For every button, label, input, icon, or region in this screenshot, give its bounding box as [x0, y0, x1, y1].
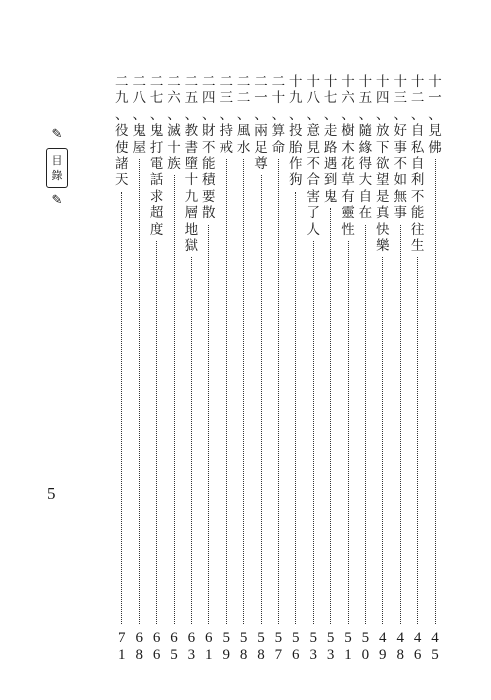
toc-entry-page: 5 3	[309, 630, 317, 663]
toc-entry-page: 5 3	[326, 630, 335, 663]
toc-entry[interactable]	[391, 74, 409, 664]
toc-dot-leader	[121, 192, 122, 624]
toc-dot-leader	[226, 159, 227, 624]
toc-entry[interactable]	[356, 74, 374, 664]
toc-entry-title: 十 四 、 放 下 欲 望 是 真 快 樂	[376, 74, 390, 254]
toc-entry[interactable]	[269, 74, 287, 664]
toc-entry-page: 5 8	[239, 630, 248, 663]
toc-entry-page: 4 5	[431, 630, 439, 663]
toc-entry[interactable]	[426, 74, 444, 664]
toc-dot-leader	[208, 225, 209, 624]
toc-entry[interactable]	[200, 74, 218, 664]
toc-dot-leader	[295, 192, 296, 624]
toc-dot-leader	[191, 257, 192, 624]
toc-entry-title: 十 八 、 意 見 不 合 害 了 人	[306, 74, 320, 238]
toc-entry-page: 6 5	[170, 630, 178, 663]
toc-entry-page: 5 0	[361, 630, 370, 663]
toc-entry[interactable]	[130, 74, 148, 664]
toc-entry-title: 二 十 、 算 命	[271, 74, 286, 156]
toc-entry-page: 5 8	[257, 630, 265, 663]
toc-dot-leader	[174, 175, 175, 624]
toc-entry-page: 6 3	[187, 630, 196, 663]
toc-entry-title: 二 七 、 鬼 打 電 話 求 超 度	[149, 74, 164, 238]
toc-entry-title: 十 二 、 自 私 自 利 不 能 往 生	[410, 74, 425, 254]
toc-entry-title: 二 二 、 風 水	[236, 74, 251, 156]
toc-entry[interactable]	[374, 74, 392, 664]
page-number: 5	[47, 484, 56, 503]
toc-entry-title: 十 三 、 好 事 不 如 無 事	[393, 74, 407, 222]
toc-entry[interactable]	[322, 74, 340, 664]
toc-dot-leader	[382, 257, 383, 624]
brush-ornament-icon: ✎	[51, 127, 63, 142]
toc-dot-leader	[313, 241, 314, 624]
toc-dot-leader	[417, 257, 418, 624]
toc-entry[interactable]	[252, 74, 270, 664]
toc-entry[interactable]	[113, 74, 131, 664]
toc-dot-leader	[243, 159, 244, 624]
toc-dot-leader	[348, 241, 349, 624]
toc-entry-page: 5 9	[222, 630, 230, 663]
toc-dot-leader	[156, 241, 157, 624]
toc-entry[interactable]	[304, 74, 322, 664]
toc-dot-leader	[435, 159, 436, 624]
toc-entry-page: 4 9	[379, 630, 387, 663]
toc-entry[interactable]	[287, 74, 305, 664]
toc-entry-page: 5 1	[344, 630, 352, 663]
toc-dot-leader	[139, 159, 140, 624]
toc-entry-page: 5 7	[274, 630, 283, 663]
toc-entry-title: 二 三 、 持 戒	[219, 74, 233, 156]
toc-entry-page: 5 6	[292, 630, 300, 663]
toc-dot-leader	[330, 208, 331, 624]
toc-dot-leader	[400, 225, 401, 624]
toc-entry[interactable]	[217, 74, 235, 664]
toc-entry-title: 二 五 、 教 書 墮 十 九 層 地 獄	[184, 74, 199, 254]
section-tab-label: 目 錄	[51, 154, 63, 182]
toc-entry-title: 二 九 、 役 使 諸 天	[115, 74, 129, 189]
toc-entry-title: 二 六 、 滅 十 族	[167, 74, 181, 172]
toc-entry-page: 6 1	[205, 630, 213, 663]
toc-dot-leader	[278, 159, 279, 624]
brush-ornament-icon: ✎	[51, 193, 63, 208]
toc-dot-leader	[365, 225, 366, 624]
toc-entry-title: 十 一 、 見 佛	[428, 74, 442, 156]
toc-entry[interactable]	[339, 74, 357, 664]
toc-entry-title: 十 六 、 樹 木 花 草 有 靈 性	[341, 74, 355, 238]
toc-entry-page: 6 8	[135, 630, 143, 663]
toc-entry[interactable]	[409, 74, 427, 664]
toc-entry-title: 二 四 、 財 不 能 積 要 散	[202, 74, 216, 222]
toc-entry[interactable]	[235, 74, 253, 664]
toc-entry[interactable]	[148, 74, 166, 664]
toc-entry-page: 4 8	[396, 630, 404, 663]
toc-entry-page: 6 6	[152, 630, 161, 663]
toc-entry-title: 十 五 、 隨 緣 得 大 自 在	[358, 74, 373, 222]
toc-entry-page: 7 1	[118, 630, 126, 663]
toc-entry-title: 十 七 、 走 路 遇 到 鬼	[323, 74, 338, 205]
toc-entry-title: 二 一 、 兩 足 尊	[254, 74, 268, 172]
toc-entry[interactable]	[165, 74, 183, 664]
toc-entry-page: 4 6	[413, 630, 422, 663]
toc-entry-title: 十 九 、 投 胎 作 狗	[289, 74, 303, 189]
toc-entry-title: 二 八 、 鬼 屋	[132, 74, 146, 156]
toc-dot-leader	[261, 175, 262, 624]
toc-entry[interactable]	[182, 74, 200, 664]
